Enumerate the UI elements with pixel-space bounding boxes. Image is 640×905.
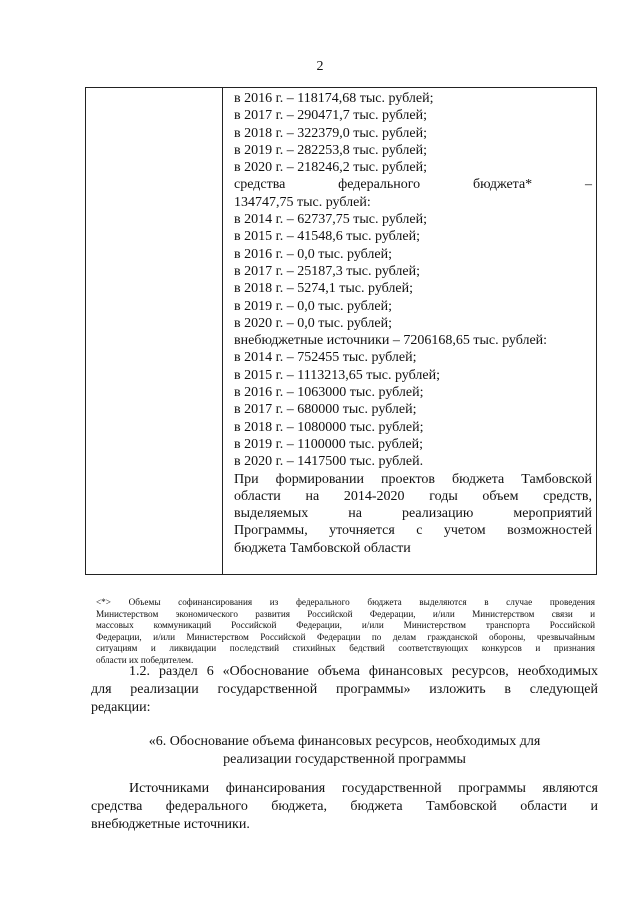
funding-line: в 2016 г. – 118174,68 тыс. рублей; <box>234 91 434 106</box>
funding-line: в 2019 г. – 0,0 тыс. рублей; <box>234 298 392 314</box>
sources-paragraph <box>91 780 598 834</box>
funding-line: в 2020 г. – 1417500 тыс. рублей. <box>234 454 424 470</box>
sources-line: Источниками финансирования государственной программы являются <box>129 781 598 796</box>
amendment-paragraph <box>91 663 598 717</box>
funding-line: в 2019 г. – 1100000 тыс. рублей; <box>234 436 423 452</box>
amendment-line: редакции: <box>91 700 151 715</box>
table-column-divider <box>222 87 223 575</box>
funding-line: бюджета Тамбовской области <box>234 540 411 556</box>
funding-line: средства федерального бюджета* – <box>234 177 592 193</box>
funding-line: Программы, уточняется с учетом возможностей <box>234 523 592 539</box>
funding-line: в 2020 г. – 0,0 тыс. рублей; <box>234 315 392 331</box>
funding-line: выделяемых на реализацию мероприятий <box>234 506 592 522</box>
funding-line: в 2020 г. – 218246,2 тыс. рублей; <box>234 160 427 176</box>
funding-line: в 2016 г. – 0,0 тыс. рублей; <box>234 246 392 262</box>
footnote-line: <*> Объемы софинансирования из федерального бюджета выделяются в случае проведения <box>96 597 595 607</box>
section-heading-line: реализации государственной программы <box>223 752 466 767</box>
footnote-line: области их победителем. <box>96 654 194 665</box>
sources-line: средства федерального бюджета, бюджета Тамбовской области и <box>91 799 598 814</box>
funding-line: в 2018 г. – 322379,0 тыс. рублей; <box>234 125 427 141</box>
section-heading-line: «6. Обоснование объема финансовых ресурсов, необходимых для <box>148 734 541 749</box>
footnote-line: ситуациям и ликвидации последствий стихийных бедствий соответствующих конкурсов и признания <box>96 643 595 653</box>
funding-line: в 2019 г. – 282253,8 тыс. рублей; <box>234 142 427 158</box>
funding-line: в 2017 г. – 680000 тыс. рублей; <box>234 402 417 418</box>
funding-line: в 2015 г. – 41548,6 тыс. рублей; <box>234 229 420 245</box>
funding-line: внебюджетные источники – 7206168,65 тыс. рублей: <box>234 333 548 349</box>
amendment-line: для реализации государственной программы» изложить в следующей <box>91 682 598 697</box>
page-number: 2 <box>316 59 324 74</box>
funding-line: в 2014 г. – 752455 тыс. рублей; <box>234 350 417 366</box>
funding-line: При формировании проектов бюджета Тамбовской <box>234 471 592 487</box>
funding-line: в 2018 г. – 1080000 тыс. рублей; <box>234 419 424 435</box>
amendment-line: 1.2. раздел 6 «Обоснование объема финансовых ресурсов, необходимых <box>129 664 598 679</box>
funding-line: области на 2014-2020 годы объем средств, <box>234 488 592 504</box>
funding-line: в 2015 г. – 1113213,65 тыс. рублей; <box>234 367 440 383</box>
section-heading <box>91 733 598 769</box>
funding-line: в 2014 г. – 62737,75 тыс. рублей; <box>234 212 427 228</box>
sources-line: внебюджетные источники. <box>91 817 250 832</box>
footnote-line: Федерации, и/или Министерством Российской Федерации по делам гражданской обороны, чрезвычайным <box>96 631 595 642</box>
funding-line: в 2018 г. – 5274,1 тыс. рублей; <box>234 281 413 297</box>
funding-line: в 2016 г. – 1063000 тыс. рублей; <box>234 385 424 401</box>
footnote <box>96 597 595 666</box>
funding-line: в 2017 г. – 25187,3 тыс. рублей; <box>234 263 420 279</box>
footnote-line: массовых коммуникаций Российской Федерации, и/или Министерством транспорта Российской <box>96 620 595 630</box>
funding-line: в 2017 г. – 290471,7 тыс. рублей; <box>234 108 427 124</box>
footnote-line: Министерством экономического развития Российской Федерации, и/или Министерством связи и <box>96 608 595 619</box>
funding-line: 134747,75 тыс. рублей: <box>234 194 371 210</box>
funding-cell <box>234 90 592 557</box>
